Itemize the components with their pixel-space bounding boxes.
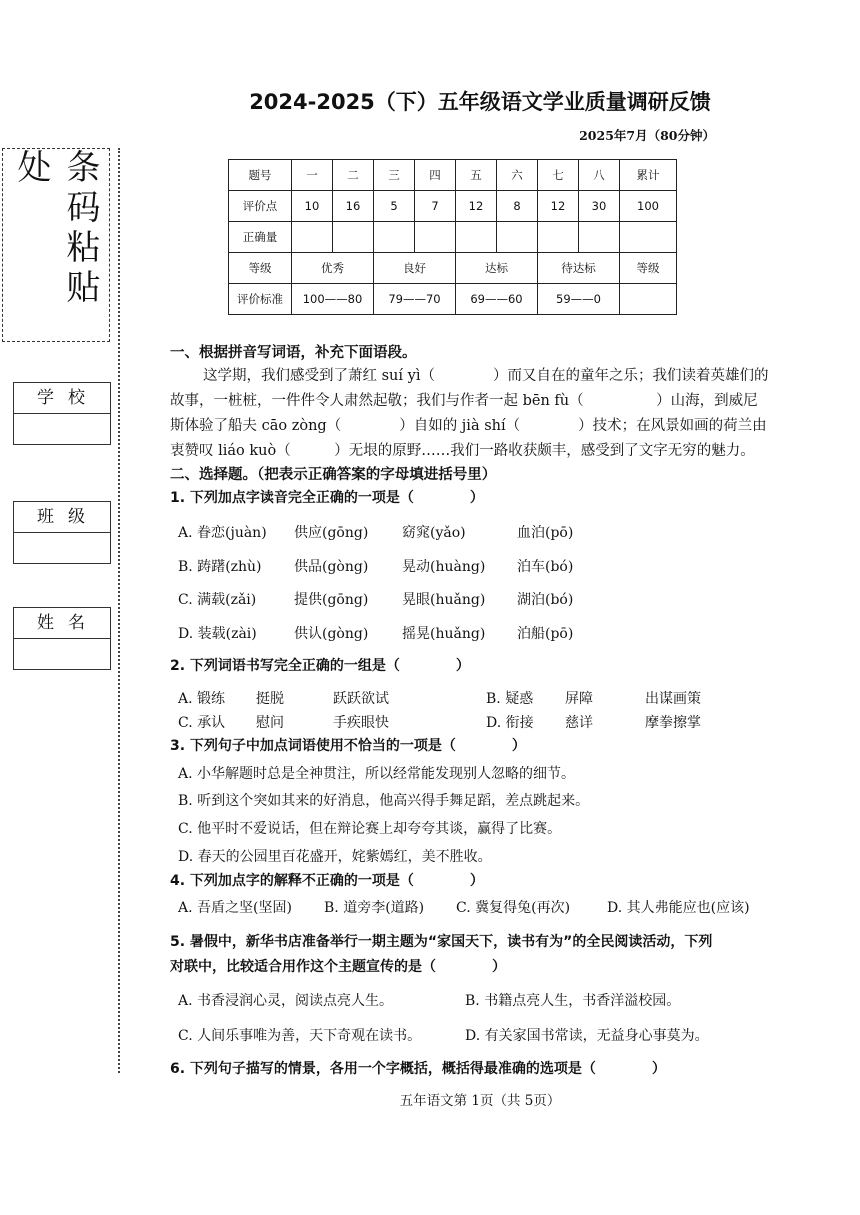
table-cell: 79——70: [374, 284, 456, 315]
q1-option: 泊车(bó): [517, 559, 574, 575]
grade-input-cell[interactable]: [620, 284, 677, 315]
q2-option: D. 衔接: [486, 715, 534, 731]
table-row: [229, 222, 677, 253]
q4-option: C. 冀复得兔(再次): [456, 900, 571, 916]
table-cell: 30: [579, 191, 620, 222]
table-row: [229, 284, 677, 315]
q4-option: A. 吾盾之坚(坚固): [178, 900, 292, 916]
table-cell: 5: [374, 191, 415, 222]
table-cell: 正确量: [229, 222, 292, 253]
score-input-cell[interactable]: [620, 222, 677, 253]
school-label: 学校: [14, 383, 110, 414]
q2-option: 出谋画策: [645, 691, 701, 707]
q1-option: D. 装载(zài): [178, 626, 257, 642]
question-6-stem: 6. 下列句子描写的情景，各用一个字概括，概括得最准确的选项是（ ）: [170, 1061, 666, 1077]
q3-option: D. 春天的公园里百花盛开，姹紫嫣红，美不胜收。: [178, 849, 492, 865]
q2-option: 屏障: [565, 691, 593, 707]
page-footer: 五年语文第 1页（共 5页）: [399, 1093, 561, 1109]
table-cell: 59——0: [538, 284, 620, 315]
q1-option: A. 眷恋(juàn): [178, 525, 267, 541]
q1-option: 供认(gòng): [294, 626, 369, 642]
score-input-cell[interactable]: [415, 222, 456, 253]
score-table: [228, 159, 677, 315]
table-cell: 五: [456, 160, 497, 191]
table-cell: 累计: [620, 160, 677, 191]
exam-title: 2024-2025（下）五年级语文学业质量调研反馈: [249, 90, 711, 114]
q4-option: B. 道旁李(道路): [324, 900, 425, 916]
q2-option: 手疾眼快: [333, 715, 389, 731]
name-box: [13, 607, 111, 670]
table-cell: 12: [538, 191, 579, 222]
q5-option: B. 书籍点亮人生，书香洋溢校园。: [465, 993, 681, 1009]
table-row: [229, 191, 677, 222]
table-row: [229, 253, 677, 284]
q1-option: 泊船(pō): [517, 626, 574, 642]
q3-option: A. 小华解题时总是全神贯注，所以经常能发现别人忽略的细节。: [178, 766, 576, 782]
q1-option: 血泊(pō): [517, 525, 574, 541]
q1-option: C. 满载(zǎi): [178, 592, 257, 608]
score-input-cell[interactable]: [374, 222, 415, 253]
q2-option: 挺脱: [256, 691, 284, 707]
q2-option: 跃跃欲试: [333, 691, 389, 707]
section1-heading: 一、根据拼音写词语，补充下面语段。: [170, 345, 417, 361]
table-cell: 优秀: [292, 253, 374, 284]
table-cell: 16: [333, 191, 374, 222]
table-cell: 题号: [229, 160, 292, 191]
name-field[interactable]: [14, 639, 110, 669]
exam-date: 2025年7月（80分钟）: [579, 128, 715, 143]
q1-option: 供品(gòng): [294, 559, 369, 575]
q3-option: B. 听到这个突如其来的好消息，他高兴得手舞足蹈，差点跳起来。: [178, 793, 590, 809]
question-1-stem: 1. 下列加点字读音完全正确的一项是（ ）: [170, 490, 484, 506]
binding-cut-line: [118, 148, 120, 1073]
table-cell: 达标: [456, 253, 538, 284]
q4-option: D. 其人弗能应也(应该): [607, 900, 750, 916]
section1-line: 故事，一桩桩，一件件令人肃然起敬；我们与作者一起 bēn fù（ ）山海，到威尼: [170, 393, 758, 409]
q1-option: B. 踌躇(zhù): [178, 559, 262, 575]
section1-line: 斯体验了船夫 cāo zòng（ ）自如的 jià shí（ ）技术；在风景如画的荷兰由: [170, 418, 767, 434]
q5-option: D. 有关家国书常读，无益身心事莫为。: [465, 1028, 709, 1044]
score-input-cell[interactable]: [456, 222, 497, 253]
section1-line: 这学期，我们感受到了萧红 suí yì（ ）而又自在的童年之乐；我们读着英雄们的: [203, 368, 769, 384]
question-3-stem: 3. 下列句子中加点词语使用不恰当的一项是（ ）: [170, 738, 526, 754]
table-cell: 评价点: [229, 191, 292, 222]
question-2-stem: 2. 下列词语书写完全正确的一组是（ ）: [170, 658, 470, 674]
q1-option: 摇晃(huǎng): [402, 626, 486, 642]
table-cell: 八: [579, 160, 620, 191]
table-cell: 待达标: [538, 253, 620, 284]
question-4-stem: 4. 下列加点字的解释不正确的一项是（ ）: [170, 873, 484, 889]
q5-option: C. 人间乐事唯为善，天下奇观在读书。: [178, 1028, 422, 1044]
school-box: [13, 382, 111, 445]
question-5-stem: 5. 暑假中，新华书店准备举行一期主题为“家国天下，读书有为”的全民阅读活动，下列: [170, 934, 713, 950]
table-cell: 100: [620, 191, 677, 222]
table-cell: 评价标准: [229, 284, 292, 315]
school-field[interactable]: [14, 414, 110, 444]
table-cell: 六: [497, 160, 538, 191]
table-cell: 等级: [620, 253, 677, 284]
table-cell: 7: [415, 191, 456, 222]
q5-option: A. 书香浸润心灵，阅读点亮人生。: [178, 993, 394, 1009]
table-cell: 69——60: [456, 284, 538, 315]
class-box: [13, 501, 111, 564]
q1-option: 窈窕(yǎo): [402, 525, 466, 541]
table-cell: 等级: [229, 253, 292, 284]
q2-option: 慈详: [565, 715, 593, 731]
q2-option: 慰问: [256, 715, 284, 731]
q1-option: 晃动(huàng): [402, 559, 486, 575]
table-cell: 10: [292, 191, 333, 222]
q2-option: C. 承认: [178, 715, 226, 731]
table-cell: 七: [538, 160, 579, 191]
q1-option: 提供(gōng): [294, 592, 369, 608]
score-input-cell[interactable]: [292, 222, 333, 253]
table-row: [229, 160, 677, 191]
q1-option: 湖泊(bó): [517, 592, 574, 608]
score-input-cell[interactable]: [497, 222, 538, 253]
section2-heading: 二、选择题。（把表示正确答案的字母填进括号里）: [170, 467, 497, 483]
question-5-stem-cont: 对联中，比较适合用作这个主题宣传的是（ ）: [170, 959, 506, 975]
section1-line: 衷赞叹 liáo kuò（ ）无垠的原野……我们一路收获颇丰，感受到了文字无穷的魅力。: [170, 443, 755, 459]
table-cell: 一: [292, 160, 333, 191]
q2-option: A. 锻练: [178, 691, 226, 707]
score-input-cell[interactable]: [538, 222, 579, 253]
table-cell: 8: [497, 191, 538, 222]
barcode-sticker-area: [2, 148, 110, 342]
table-cell: 二: [333, 160, 374, 191]
score-input-cell[interactable]: [333, 222, 374, 253]
q2-option: 摩拳擦掌: [645, 715, 701, 731]
q2-option: B. 疑惑: [486, 691, 534, 707]
table-cell: 良好: [374, 253, 456, 284]
q1-option: 供应(gōng): [294, 525, 369, 541]
q1-option: 晃眼(huǎng): [402, 592, 486, 608]
class-label: 班级: [14, 502, 110, 533]
table-cell: 12: [456, 191, 497, 222]
barcode-label: 条码粘贴处: [11, 149, 100, 309]
table-cell: 四: [415, 160, 456, 191]
table-cell: 三: [374, 160, 415, 191]
class-field[interactable]: [14, 533, 110, 563]
name-label: 姓名: [14, 608, 110, 639]
q3-option: C. 他平时不爱说话，但在辩论赛上却夸夸其谈，赢得了比赛。: [178, 821, 562, 837]
table-cell: 100——80: [292, 284, 374, 315]
score-input-cell[interactable]: [579, 222, 620, 253]
